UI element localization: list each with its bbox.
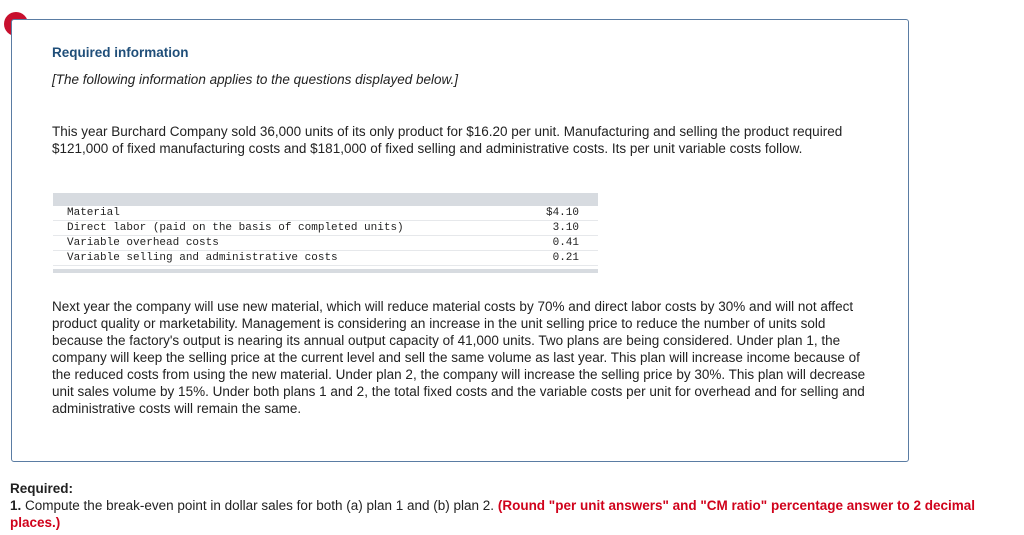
required-information-panel xyxy=(11,19,909,462)
cost-value: $4.10 xyxy=(499,206,598,221)
cost-label: Direct labor (paid on the basis of completed units) xyxy=(53,221,499,236)
table-row xyxy=(53,236,598,251)
variable-costs-table xyxy=(53,193,598,273)
table-row xyxy=(53,206,598,221)
table-row xyxy=(53,251,598,266)
plans-paragraph: Next year the company will use new material, which will reduce material costs by 70% and direct labor costs by 30% and will not affect product quality or marketability. Management is considering an increase in the unit selling price to reduce the number of units sold because the factory's output is nearing its annual output capacity of 41,000 units. Two plans are being considered. Under plan 1, the company will keep the selling price at the current level and sell the same volume as last year. This plan will increase income because of the reduced costs from using the new material. Under plan 2, the company will increase the selling price by 30%. This plan will decrease unit sales volume by 15%. Under both plans 1 and 2, the total fixed costs and the variable costs per unit for overhead and for selling and administrative costs will remain the same. xyxy=(52,299,866,416)
cost-value: 0.21 xyxy=(499,251,598,266)
following-information-note: [The following information applies to the questions displayed below.] xyxy=(52,72,458,87)
scenario-paragraph: This year Burchard Company sold 36,000 units of its only product for $16.20 per unit. Manufacturing and selling the product required $121,000 of fixed manufacturing costs and $181,000 of fixed selling and administrative costs. Its per unit variable costs follow. xyxy=(52,124,843,156)
question-text: Compute the break-even point in dollar sales for both (a) plan 1 and (b) plan 2. xyxy=(25,498,495,513)
required-section xyxy=(10,480,1010,531)
cost-label: Material xyxy=(53,206,499,221)
cost-label: Variable overhead costs xyxy=(53,236,499,251)
rounding-instruction: (Round "per unit answers" and "CM ratio" percentage answer to 2 decimal places.) xyxy=(10,498,976,530)
cost-label: Variable selling and administrative costs xyxy=(53,251,499,266)
question-1 xyxy=(10,497,1010,531)
question-number: 1. xyxy=(10,498,22,513)
required-heading: Required: xyxy=(10,481,74,496)
table-row xyxy=(53,221,598,236)
required-information-heading: Required information xyxy=(52,45,189,60)
cost-value: 3.10 xyxy=(499,221,598,236)
cost-value: 0.41 xyxy=(499,236,598,251)
